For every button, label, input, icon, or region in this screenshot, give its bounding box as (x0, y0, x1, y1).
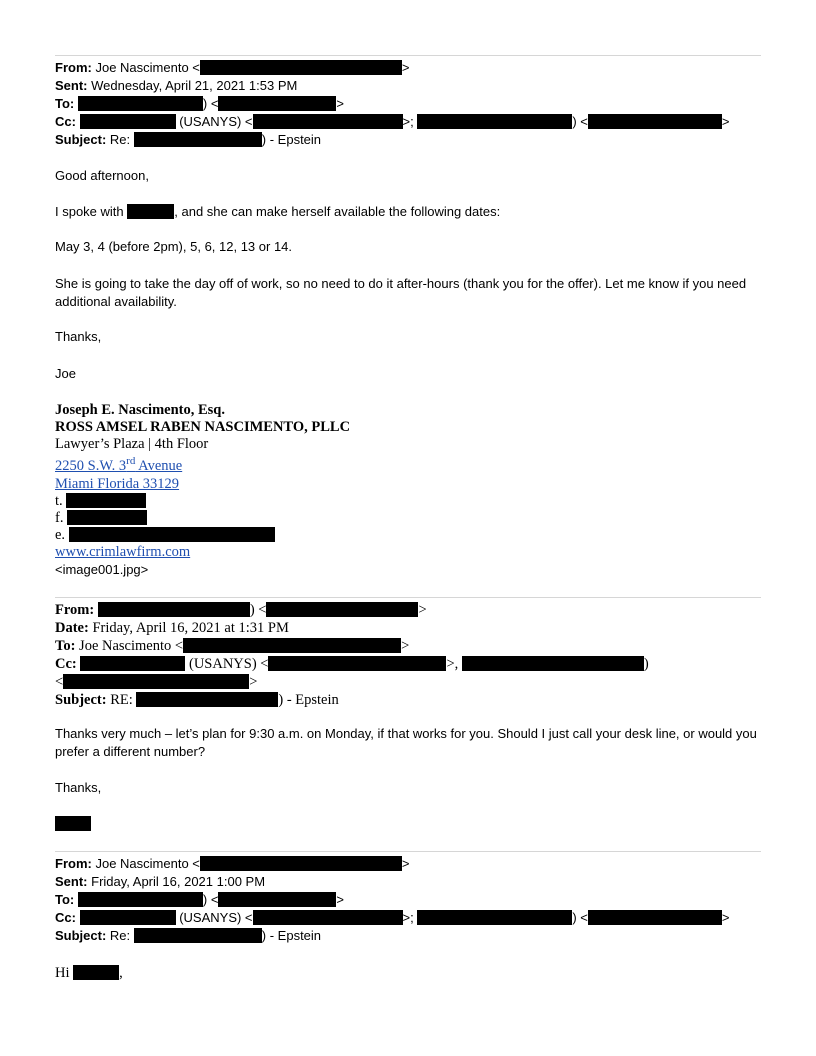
phone-label: t. (55, 493, 63, 509)
to-label: To: (55, 892, 75, 907)
signature-plaza: Lawyer’s Plaza | 4th Floor (55, 436, 209, 452)
redaction-box (78, 96, 203, 111)
redaction-box (127, 204, 174, 219)
redaction-box (78, 892, 203, 907)
sender-name: Joe Nascimento < (95, 856, 200, 871)
city-link[interactable]: Miami Florida 33129 (55, 476, 180, 492)
redaction-box (218, 96, 336, 111)
email2-cc-line: Cc: (USANYS) < >, ) (55, 656, 649, 672)
redaction-box (218, 892, 336, 907)
email2-to-line: To: Joe Nascimento < > (55, 638, 410, 654)
redaction-box (588, 910, 722, 925)
email3-divider (55, 851, 761, 852)
subject-suffix: ) - Epstein (261, 132, 322, 147)
email2-date-line (55, 620, 289, 636)
redaction-box (266, 602, 418, 617)
redaction-box (66, 493, 146, 508)
email2-sign (55, 816, 91, 832)
from-label: From: (55, 60, 92, 75)
redaction-box (183, 638, 401, 653)
signature-name: Joseph E. Nascimento, Esq. (55, 402, 225, 418)
redaction-box (268, 656, 446, 671)
sender-name: Joe Nascimento < (95, 60, 200, 75)
signature-fax (55, 510, 147, 526)
redaction-box (69, 527, 275, 542)
email-label: e. (55, 527, 66, 543)
email1-from-line: From: Joe Nascimento < > (55, 60, 410, 75)
redaction-box (136, 692, 278, 707)
email2-from-line: From: ) < > (55, 602, 427, 618)
redaction-box (134, 132, 262, 147)
email3-greeting: Hi , (55, 965, 123, 981)
date-label: Date: (55, 620, 89, 636)
redaction-box (588, 114, 722, 129)
signature-email (55, 527, 275, 543)
header-divider (55, 55, 761, 56)
email1-sent-line (55, 78, 297, 94)
signature-firm: ROSS AMSEL RABEN NASCIMENTO, PLLC (55, 419, 351, 435)
email2-divider (55, 597, 761, 598)
email1-dates: May 3, 4 (before 2pm), 5, 6, 12, 13 or 14. (55, 239, 293, 254)
signature-website[interactable] (55, 544, 190, 560)
subject-suffix: ) - Epstein (261, 928, 322, 943)
website-link[interactable]: www.crimlawfirm.com (55, 544, 191, 560)
email3-from-line: From: Joe Nascimento < > (55, 856, 410, 871)
redaction-box (253, 910, 403, 925)
email3-subject-line (55, 928, 321, 944)
date-value: Friday, April 16, 2021 at 1:31 PM (92, 620, 289, 636)
cc-org: (USANYS) < (179, 910, 253, 925)
cc-org: (USANYS) < (189, 656, 269, 672)
email1-subject-line (55, 132, 321, 148)
email1-sign: Joe (55, 366, 76, 381)
subject-prefix: RE: (110, 692, 133, 708)
sent-label: Sent: (55, 874, 88, 889)
signature-phone (55, 493, 146, 509)
redaction-box (134, 928, 262, 943)
redaction-box (67, 510, 147, 525)
email1-spoke-line (55, 204, 500, 220)
email1-to-line: To: ) < > (55, 96, 345, 111)
redaction-box (55, 816, 91, 831)
redaction-box (253, 114, 403, 129)
subject-label: Subject: (55, 132, 107, 147)
from-label: From: (55, 602, 95, 618)
subject-prefix: Re: (109, 928, 131, 943)
redaction-box (80, 656, 185, 671)
subject-prefix: Re: (109, 132, 131, 147)
cc-org: (USANYS) < (179, 114, 253, 129)
subject-label: Subject: (55, 928, 107, 943)
signature-street-link[interactable] (55, 455, 183, 474)
redaction-box (80, 910, 176, 925)
email3-to-line: To: ) < > (55, 892, 345, 907)
to-value: Joe Nascimento < (79, 638, 184, 654)
redaction-box (462, 656, 644, 671)
redaction-box (417, 114, 572, 129)
email1-thanks: Thanks, (55, 329, 102, 344)
redaction-box (417, 910, 572, 925)
to-label: To: (55, 96, 75, 111)
email3-sent-line (55, 874, 265, 890)
redaction-box (200, 856, 402, 871)
fax-label: f. (55, 510, 64, 526)
email1-greeting: Good afternoon, (55, 168, 149, 183)
email2-thanks: Thanks, (55, 780, 102, 795)
from-label: From: (55, 856, 92, 871)
spoke-suffix: , and she can make herself available the following dates: (174, 204, 501, 219)
cc-label: Cc: (55, 114, 76, 129)
subject-suffix: ) - Epstein (278, 692, 339, 708)
email2-cc-line-2: < > (55, 674, 258, 690)
redaction-box (73, 965, 119, 980)
redaction-box (98, 602, 250, 617)
sent-label: Sent: (55, 78, 88, 93)
redaction-box (63, 674, 249, 689)
cc-label: Cc: (55, 910, 76, 925)
street-link[interactable]: 2250 S.W. 3rd Avenue (55, 455, 183, 474)
subject-label: Subject: (55, 692, 107, 708)
email2-body: Thanks very much – let’s plan for 9:30 a.m. on Monday, if that works for you. Should I just call your desk line, or would you prefer a different number? (55, 726, 757, 759)
signature-image-placeholder: <image001.jpg> (55, 562, 149, 577)
email1-cc-line: Cc: (USANYS) < >; ) < > (55, 114, 730, 129)
redaction-box (80, 114, 176, 129)
greeting-prefix: Hi (55, 965, 70, 981)
email1-body: She is going to take the day off of work, so no need to do it after-hours (thank you for the offer). Let me know if you need additional availability. (55, 276, 747, 309)
email2-subject-line (55, 692, 339, 708)
signature-city-link[interactable] (55, 476, 179, 492)
sent-date: Wednesday, April 21, 2021 1:53 PM (91, 78, 298, 93)
to-label: To: (55, 638, 76, 654)
cc-label: Cc: (55, 656, 77, 672)
sent-date: Friday, April 16, 2021 1:00 PM (91, 874, 266, 889)
spoke-prefix: I spoke with (55, 204, 124, 219)
email3-cc-line: Cc: (USANYS) < >; ) < > (55, 910, 730, 925)
redaction-box (200, 60, 402, 75)
